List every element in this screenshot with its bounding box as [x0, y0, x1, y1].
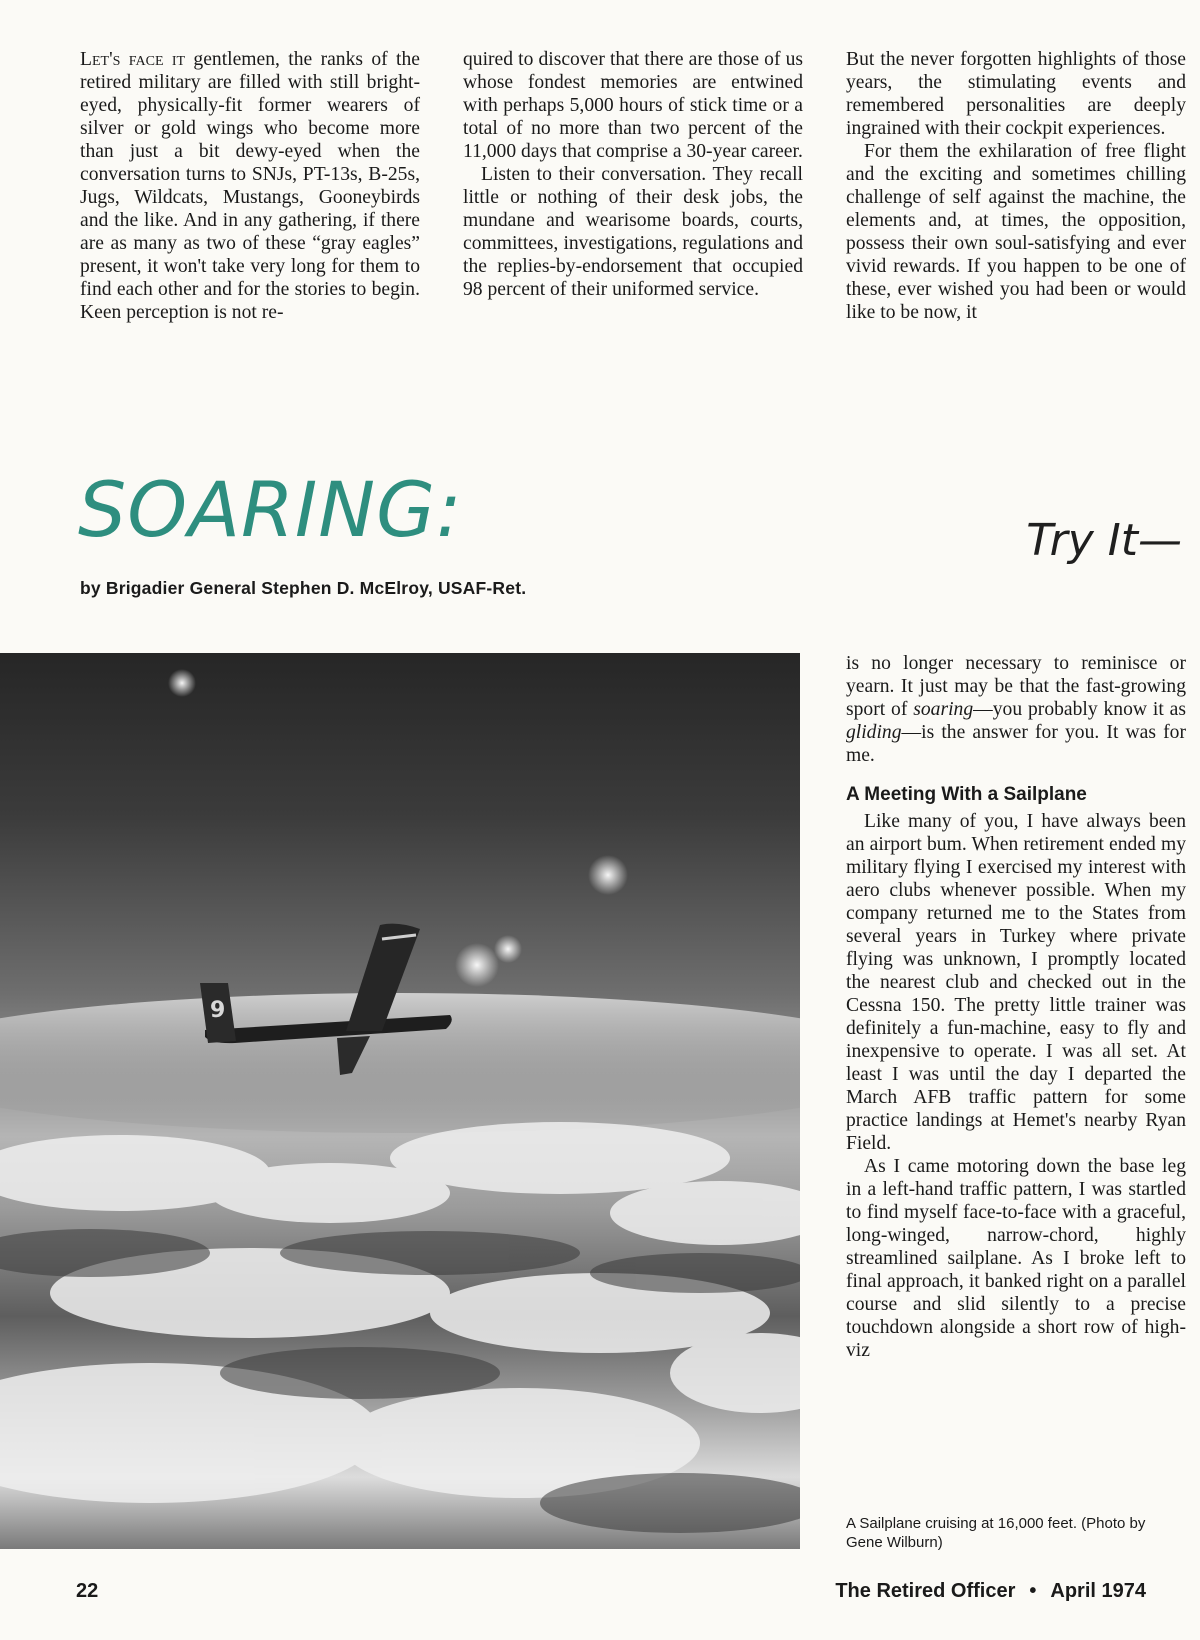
tail-number: 9 — [210, 998, 226, 1023]
col3b-paragraph-3: As I came motoring down the base leg in a left-hand traffic pattern, I was startled to find myself face-to-face with a graceful, long-winged, narrow-chord, highly streamlined sailplane. As I broke left to final approach, it banked right on a parallel course and slid silently to a precise touchdown alongside a short row of high-viz — [846, 1156, 1186, 1361]
photo-caption: A Sailplane cruising at 16,000 feet. (Photo by Gene Wilburn) — [846, 1515, 1146, 1551]
col1-paragraph — [80, 48, 420, 324]
running-footer — [835, 1580, 1146, 1603]
lens-flare — [588, 855, 628, 895]
emphasis-soaring: soaring — [913, 699, 974, 720]
col3-paragraph-2: For them the exhilaration of free flight and the exciting and sometimes chilling challenge of self against the machine, the elements and, at times, the opposition, possess their own soul-satisfying and ever vivid rewards. If you happen to be one of these, ever wished you had been or would like to be now, it — [846, 141, 1186, 323]
emphasis-gliding: gliding — [846, 722, 902, 743]
publication-name: The Retired Officer — [835, 1580, 1016, 1602]
article-column-3-continued — [846, 652, 1186, 1362]
article-title: SOARING: — [78, 465, 463, 554]
lens-flare — [168, 669, 196, 697]
article-column-1 — [80, 48, 420, 324]
sailplane-photo-graphic — [0, 653, 800, 1549]
article-column-2 — [463, 48, 803, 301]
section-subhead: A Meeting With a Sailplane — [846, 784, 1087, 805]
col1-text: gentlemen, the ranks of the retired military are filled with still bright-eyed, physically-fit former wearers of silver or gold wings who become more than just a bit dewy-eyed when the conversation turns to SNJs, PT-13s, B-25s, Jugs, Wildcats, Mustangs, Gooneybirds and the like. And in any gathering, if there are as many as two of these “gray eagles” present, it won't take very long for them to find each other and for the stories to begin. Keen perception is not re- — [80, 49, 420, 323]
issue-date: April 1974 — [1050, 1580, 1146, 1602]
col2-paragraph-1: quired to discover that there are those of us whose fondest memories are entwined with perhaps 5,000 hours of stick time or a total of no more than two percent of the 11,000 days that comprise a 30-year career. — [463, 49, 803, 162]
text-run: —is the answer for you. It was for me. — [846, 722, 1186, 766]
byline: by Brigadier General Stephen D. McElroy, USAF-Ret. — [80, 578, 527, 598]
col3b-paragraph-1 — [846, 652, 1186, 767]
horizon-haze — [0, 993, 800, 1133]
lens-flare — [455, 943, 499, 987]
col3-paragraph-1: But the never forgotten highlights of those years, the stimulating events and remembered personalities are deeply ingrained with their cockpit experiences. — [846, 49, 1186, 139]
text-run: —you probably know it as — [973, 699, 1186, 720]
footer-bullet: • — [1029, 1580, 1037, 1602]
page-number: 22 — [76, 1580, 99, 1602]
col2-paragraph-2: Listen to their conversation. They recall little or nothing of their desk jobs, the mundane and wearisome boards, courts, committees, investigations, regulations and the replies-by-endorsement that occupied 98 percent of their uniformed service. — [463, 164, 803, 300]
lens-flare — [494, 935, 522, 963]
col3b-paragraph-2: Like many of you, I have always been an airport bum. When retirement ended my military flying I exercised my interest with aero clubs whenever possible. When my company returned me to the States from several years in Turkey where private flying was unknown, I promptly located the nearest club and checked out in the Cessna 150. The pretty little trainer was definitely a fun-machine, easy to fly and inexpensive to operate. I was all set. At least I was until the day I departed the March AFB traffic pattern for some practice landings at Hemet's nearby Ryan Field. — [846, 811, 1186, 1154]
cloud-layer — [0, 1122, 800, 1503]
article-title-continuation: Try It— — [1026, 515, 1182, 566]
sailplane-photo — [0, 653, 800, 1549]
lead-in: Let's face it — [80, 49, 186, 70]
text-run: is no longer necessary to reminisce or yearn. It just may be that the fast-growing sport of — [846, 653, 1186, 720]
article-column-3 — [846, 48, 1186, 324]
